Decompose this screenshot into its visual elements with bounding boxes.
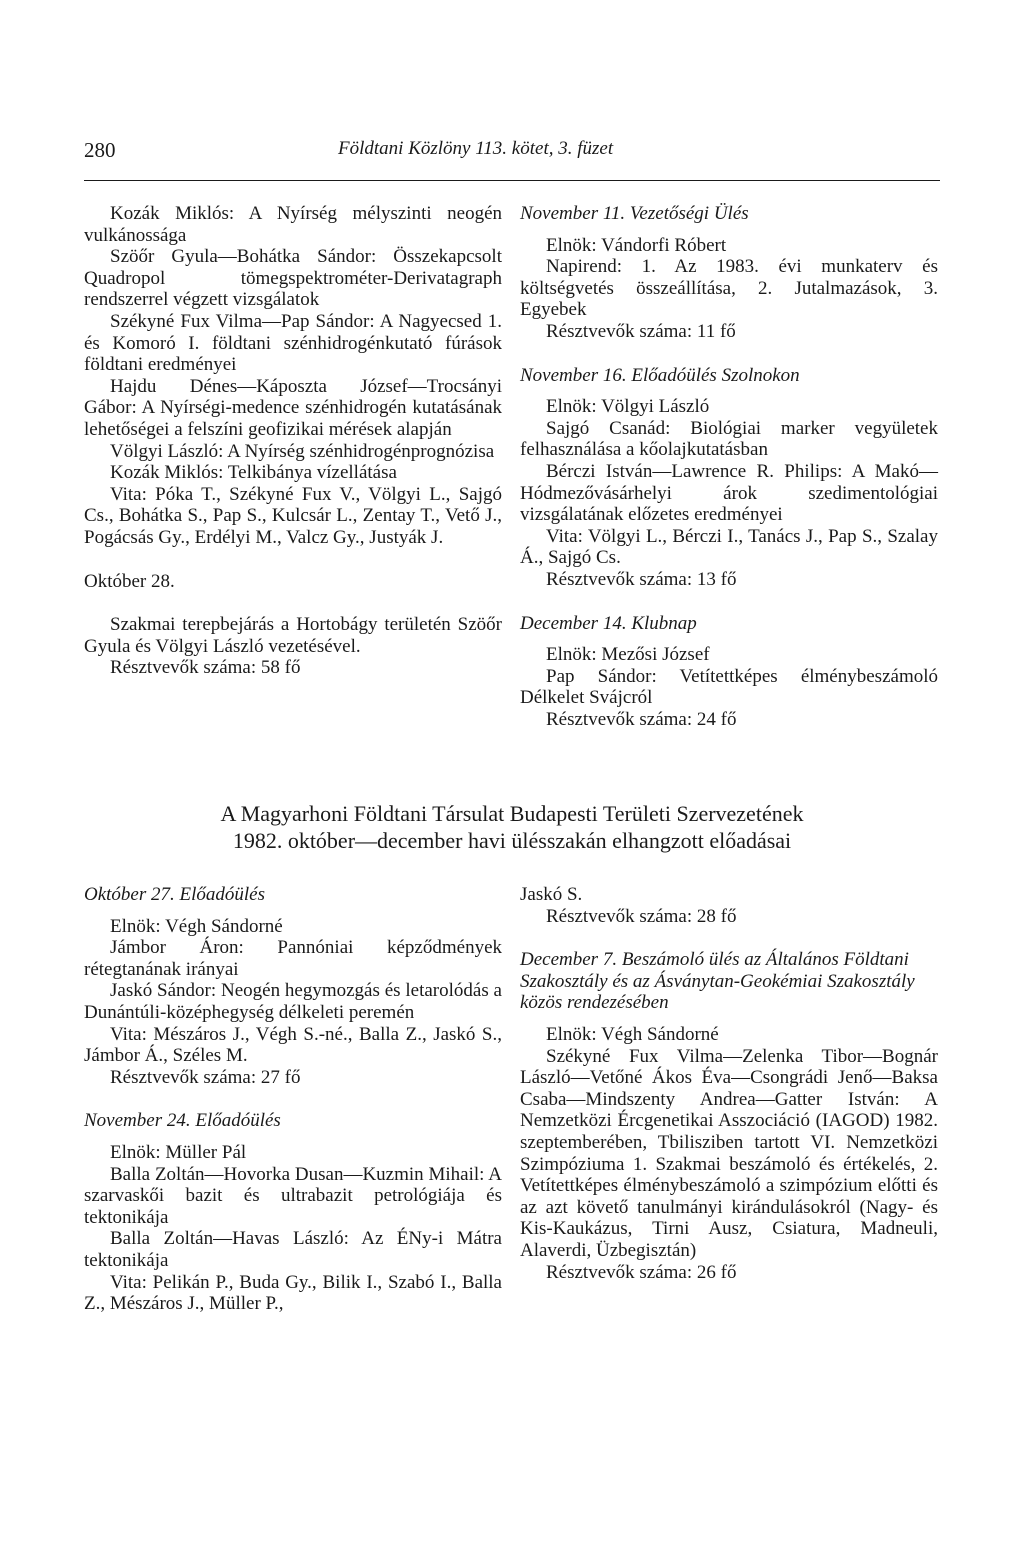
discussion-list: Vita: Mészáros J., Végh S.-né., Balla Z., Jaskó S., Jámbor Á., Széles M. (84, 1023, 502, 1067)
chair: Elnök: Végh Sándorné (110, 915, 283, 937)
list-item: Kozák Miklós: A Nyírség mélyszinti neogén vulkánossága (84, 203, 502, 246)
list-item: Jámbor Áron: Pannóniai képződmények rétegtanának irányai (84, 937, 502, 980)
attendance: Résztvevők száma: 58 fő (110, 657, 301, 679)
chair: Elnök: Végh Sándorné (546, 1023, 719, 1045)
attendance: Résztvevők száma: 28 fő (546, 905, 737, 927)
list-item: Hajdu Dénes—Káposzta József—Trocsányi Gábor: A Nyírségi-medence szénhidrogén kutatásának lehetőségei a felszíni geofizikai mérések alapján (84, 375, 502, 440)
list-item: Székyné Fux Vilma—Zelenka Tibor—Bognár László—Vetőné Ákos Éva—Csongrádi Jenő—Baksa Csaba—Mindszenty Andrea—Gatter István: A Nemzetközi Ércgenetikai Asszociáció (IAGOD) 1982. szeptemberében, Tbilisziben tartott VI. Nemzetközi Szimpóziuma 1. Szakmai beszámoló és értékelés, 2. Vetítettképes élménybeszámoló a szimpózium előtti és az azt követő tanulmányi kirándulásokról (Nagy- és Kis-Kaukázus, Tirni Ausz, Csiatura, Madneuli, Alaverdi, Üzbegisztán) (520, 1045, 938, 1261)
section-title-line: 1982. október—december havi ülésszakán elhangzott előadásai (232, 828, 792, 853)
section-title-line: A Magyarhoni Földtani Társulat Budapesti Területi Szervezetének (220, 801, 804, 826)
list-item: Balla Zoltán—Hovorka Dusan—Kuzmin Mihail: A szarvaskői bazit és ultrabazit petrológiája és tektonikája (84, 1163, 502, 1228)
list-item: Szakmai terepbejárás a Hortobágy területén Szöőr Gyula és Völgyi László vezetésével. (84, 614, 502, 657)
session-heading: November 16. Előadóülés Szolnokon (520, 364, 800, 386)
bottom-right-column (520, 884, 938, 1283)
header-rule (84, 180, 940, 181)
discussion-list: Vita: Póka T., Székyné Fux V., Völgyi L., Sajgó Cs., Bohátka S., Pap S., Kulcsár L., Zentay T., Vető J., Pogácsás Gy., Erdélyi M., Valcz Gy., Justyák J. (84, 483, 502, 548)
session-heading: December 7. Beszámoló ülés az Általános Földtani Szakosztály és az Ásványtan-Geokémiai Szakosztály közös rendezésében (520, 949, 915, 1014)
list-item: Jaskó Sándor: Neogén hegymozgás és letarolódás a Dunántúli-középhegység délkeleti peremén (84, 980, 502, 1023)
session-date: Október 28. (84, 570, 175, 592)
list-item: Kozák Miklós: Telkibánya vízellátása (110, 462, 397, 484)
chair: Elnök: Müller Pál (110, 1141, 247, 1163)
discussion-continued: Jaskó S. (520, 884, 583, 905)
running-title: Földtani Közlöny 113. kötet, 3. füzet (338, 138, 614, 159)
page-number: 280 (84, 138, 116, 162)
list-item: Szöőr Gyula—Bohátka Sándor: Összekapcsolt Quadropol tömegspektrométer-Derivatagraph rendszerrel végzett vizsgálatok (84, 246, 502, 311)
bottom-left-column (84, 884, 502, 1315)
attendance: Résztvevők száma: 27 fő (110, 1066, 301, 1088)
attendance: Résztvevők száma: 11 fő (546, 320, 736, 342)
section-title (84, 800, 940, 854)
agenda: Napirend: 1. Az 1983. évi munkaterv és költségvetés összeállítása, 2. Jutalmazások, 3. Egyebek (520, 256, 938, 321)
list-item: Székyné Fux Vilma—Pap Sándor: A Nagyecsed 1. és Komoró I. földtani szénhidrogénkutató fúrások földtani eredményei (84, 310, 502, 376)
session-heading: November 24. Előadóülés (84, 1110, 281, 1132)
list-item: Sajgó Csanád: Biológiai marker vegyületek felhasználása a kőolajkutatásban (520, 417, 938, 461)
list-item: Bérczi István—Lawrence R. Philips: A Makó—Hódmezővásárhelyi árok szedimentológiai vizsgálatának előzetes eredményei (520, 460, 938, 526)
page-header (84, 138, 940, 174)
attendance: Résztvevők száma: 13 fő (546, 568, 737, 590)
attendance: Résztvevők száma: 26 fő (546, 1261, 737, 1283)
session-heading: December 14. Klubnap (520, 612, 697, 634)
chair: Elnök: Vándorfi Róbert (546, 234, 727, 256)
session-heading: November 11. Vezetőségi Ülés (520, 203, 749, 224)
session-heading: Október 27. Előadóülés (84, 884, 266, 905)
list-item: Völgyi László: A Nyírség szénhidrogénprognózisa (110, 440, 495, 462)
discussion-list: Vita: Pelikán P., Buda Gy., Bilik I., Szabó I., Balla Z., Mészáros J., Müller P., (84, 1271, 502, 1315)
list-item: Pap Sándor: Vetítettképes élménybeszámoló Délkelet Svájcról (520, 665, 938, 709)
chair: Elnök: Mezősi József (546, 644, 710, 666)
attendance: Résztvevők száma: 24 fő (546, 708, 737, 730)
list-item: Balla Zoltán—Havas László: Az ÉNy-i Mátra tektonikája (84, 1228, 502, 1271)
top-left-column (84, 203, 502, 679)
discussion-list: Vita: Völgyi L., Bérczi I., Tanács J., Pap S., Szalay Á., Sajgó Cs. (520, 525, 938, 569)
top-right-column (520, 203, 938, 730)
chair: Elnök: Völgyi László (546, 396, 710, 418)
